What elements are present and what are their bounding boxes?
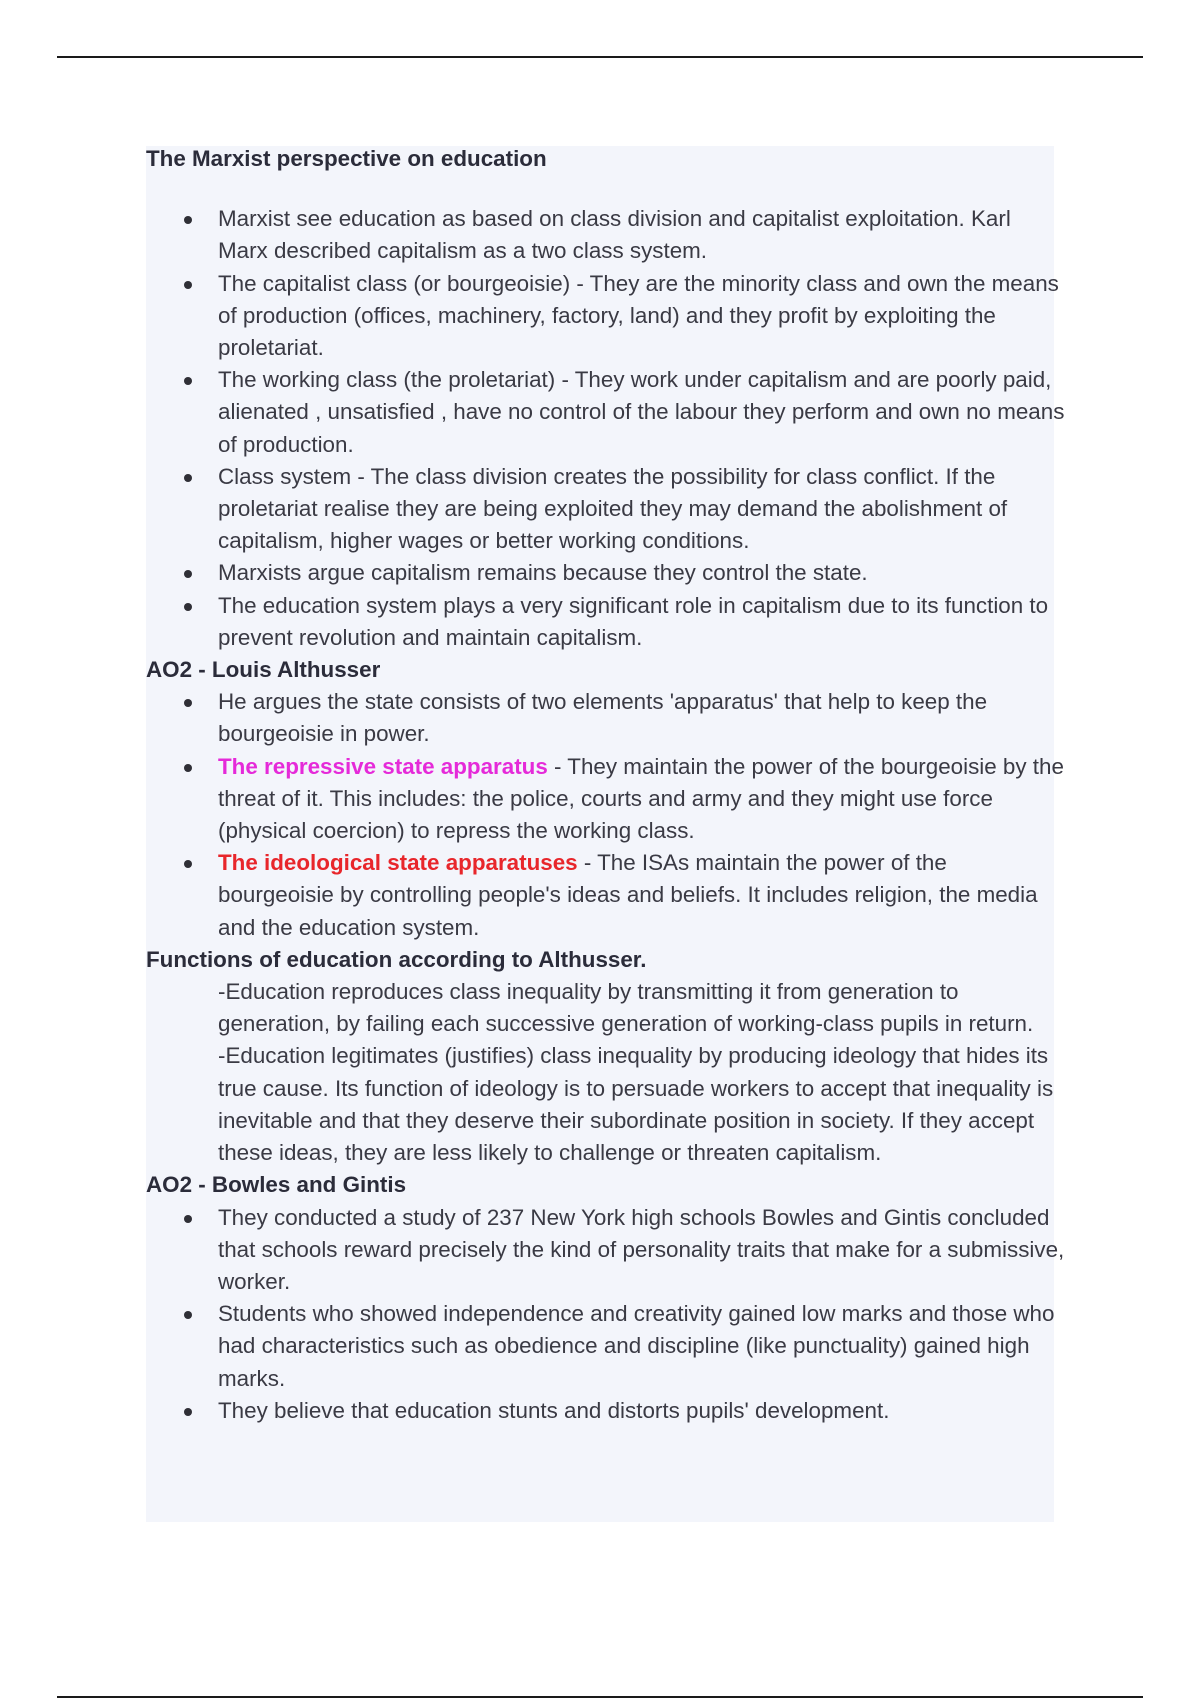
top-rule	[57, 56, 1143, 58]
rsa-term: The repressive state apparatus	[218, 753, 548, 779]
list-item: Marxist see education as based on class division and capitalist exploitation. Karl Marx described capitalism as a two class system.	[146, 203, 1066, 267]
isa-description: - The ISAs maintain the power of the bourgeoisie by controlling people's ideas and beliefs. It includes religion, the media and the education system.	[218, 850, 1038, 940]
list-item: Class system - The class division creates the possibility for class conflict. If the proletariat realise they are being exploited they may demand the abolishment of capitalism, higher wages or better working conditions.	[146, 461, 1066, 558]
page-title: The Marxist perspective on education	[146, 146, 547, 171]
list-item: He argues the state consists of two elements 'apparatus' that help to keep the bourgeoisie in power.	[146, 686, 1066, 750]
althusser-list	[146, 686, 1066, 944]
list-item: Students who showed independence and creativity gained low marks and those who had characteristics such as obedience and discipline (like punctuality) gained high marks.	[146, 1298, 1066, 1395]
list-item: The capitalist class (or bourgeoisie) - They are the minority class and own the means of production (offices, machinery, factory, land) and they profit by exploiting the proletariat.	[146, 268, 1066, 365]
bowles-gintis-heading: AO2 - Bowles and Gintis	[146, 1172, 407, 1198]
list-item-rsa	[146, 751, 1066, 848]
list-item: The working class (the proletariat) - They work under capitalism and are poorly paid, alienated , unsatisfied , have no control of the labour they perform and own no means of production.	[146, 364, 1066, 461]
intro-list	[146, 203, 1066, 654]
rsa-description: - They maintain the power of the bourgeoisie by the threat of it. This includes: the police, courts and army and they might use force (physical coercion) to repress the working class.	[218, 753, 1064, 844]
functions-heading: Functions of education according to Althusser.	[146, 946, 647, 972]
list-item: Marxists argue capitalism remains because they control the state.	[146, 557, 1066, 589]
list-item: They conducted a study of 237 New York high schools Bowles and Gintis concluded that schools reward precisely the kind of personality traits that make for a submissive, worker.	[146, 1202, 1066, 1299]
functions-paragraph-1: -Education reproduces class inequality by transmitting it from generation to generation, by failing each successive generation of working-class pupils in return.	[218, 979, 1034, 1037]
functions-paragraph-2: -Education legitimates (justifies) class inequality by producing ideology that hides its true cause. Its function of ideology is to persuade workers to accept that inequality is inevitable and that they deserve their subordinate position in society. If they accept these ideas, they are less likely to challenge or threaten capitalism.	[218, 1043, 1054, 1166]
bottom-rule	[57, 1696, 1143, 1698]
document-body	[146, 143, 1066, 1427]
bowles-gintis-list	[146, 1202, 1066, 1427]
list-item: The education system plays a very significant role in capitalism due to its function to prevent revolution and maintain capitalism.	[146, 590, 1066, 654]
althusser-heading: AO2 - Louis Althusser	[146, 657, 381, 683]
list-item-isa	[146, 847, 1066, 944]
isa-term: The ideological state apparatuses	[218, 850, 578, 876]
list-item: They believe that education stunts and distorts pupils' development.	[146, 1395, 1066, 1427]
